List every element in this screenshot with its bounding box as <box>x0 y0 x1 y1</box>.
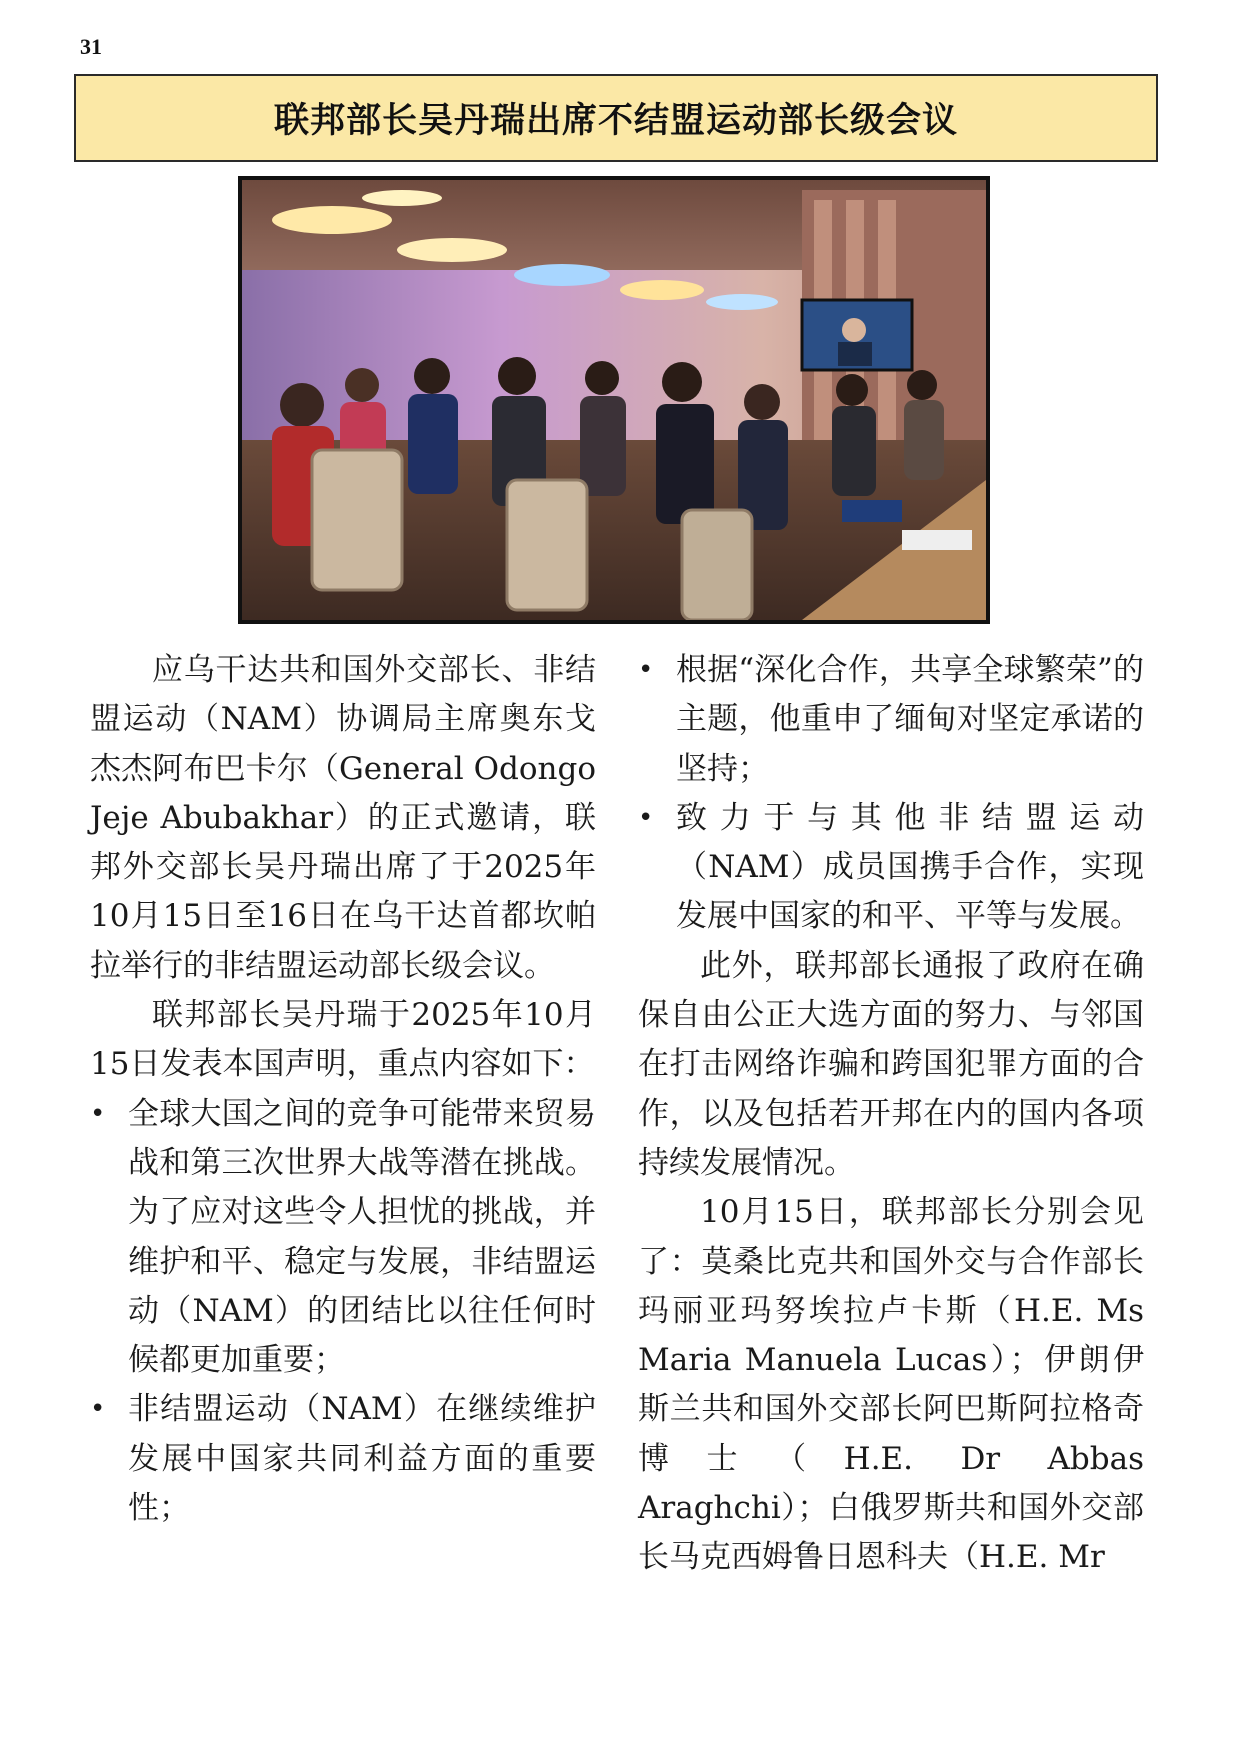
photo-illustration <box>242 180 986 620</box>
bullet-item: • 根据“深化合作，共享全球繁荣”的主题，他重申了缅甸对坚定承诺的坚持； <box>638 646 1144 794</box>
bullet-item: • 致力于与其他非结盟运动（NAM）成员国携手合作，实现发展中国家的和平、平等与发展。 <box>638 794 1144 942</box>
page-number: 31 <box>80 34 102 59</box>
statement-bullet-list-continued <box>638 646 1144 942</box>
article-paragraph: 此外，联邦部长通报了政府在确保自由公正大选方面的努力、与邻国在打击网络诈骗和跨国犯罪方面的合作，以及包括若开邦在内的国内各项持续发展情况。 <box>638 947 1144 1181</box>
article-paragraph: 应乌干达共和国外交部长、非结盟运动（NAM）协调局主席奥东戈杰杰阿布巴卡尔（General Odongo Jeje Abubakhar）的正式邀请，联邦外交部长吴丹瑞出席了于2025年10月15日至16日在乌干达首都坎帕拉举行的非结盟运动部长级会议。 <box>90 652 596 984</box>
article-paragraph: 10月15日，联邦部长分别会见了：莫桑比克共和国外交与合作部长玛丽亚玛努埃拉卢卡斯（H.E. Ms Maria Manuela Lucas）；伊朗伊斯兰共和国外交部长阿巴斯阿拉格奇博士（H.E. Dr Abbas Araghchi）；白俄罗斯共和国外交部长马克西姆鲁日恩科夫（H.E. Mr <box>638 1194 1144 1576</box>
page-title: 联邦部长吴丹瑞出席不结盟运动部长级会议 <box>273 101 958 141</box>
bullet-item: • 非结盟运动（NAM）在继续维护发展中国家共同利益方面的重要性； <box>90 1385 596 1533</box>
statement-bullet-list <box>90 1090 596 1534</box>
article-paragraph: 联邦部长吴丹瑞于2025年10月15日发表本国声明，重点内容如下： <box>90 997 596 1083</box>
conference-room-photo <box>238 176 990 624</box>
title-banner <box>74 74 1158 162</box>
article-column-left <box>90 646 596 1533</box>
bullet-item: • 全球大国之间的竞争可能带来贸易战和第三次世界大战等潜在挑战。为了应对这些令人担忧的挑战，并维护和平、稳定与发展，非结盟运动（NAM）的团结比以往任何时候都更加重要； <box>90 1090 596 1386</box>
article-column-right <box>638 646 1144 1583</box>
